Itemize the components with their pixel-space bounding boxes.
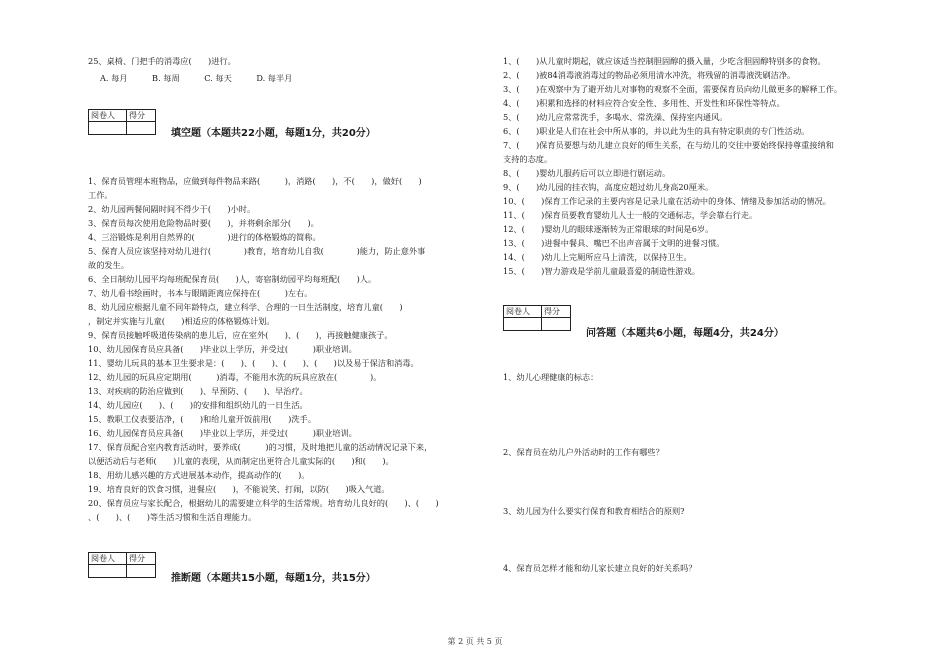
fill-question-line: 20、保育员应与家长配合，根据幼儿的需要建立科学的生活常规。培育幼儿良好的( )、( ) bbox=[88, 498, 439, 508]
fill-question-line: 17、保育员配合室内教育活动时，要养成( )的习惯，及时地把儿童的活动情况记录下来， bbox=[88, 442, 433, 452]
score-cell-grader bbox=[504, 318, 542, 330]
fill-question-line: 18、用幼儿感兴趣的方式进展基本动作，提高动作的( )。 bbox=[88, 470, 310, 480]
question-25-stem: 25、桌椅、门把手的消毒应( )进行。 bbox=[88, 56, 236, 66]
judge-item-line: 2、( )被84消毒液消毒过的物品必须用清水冲洗，将残留的消毒液洗刷洁净。 bbox=[503, 70, 796, 80]
score-header-grader: 阅卷人 bbox=[504, 306, 542, 318]
judge-item-line: 9、( )幼儿园的挂衣钩，高度应超过幼儿身高20厘米。 bbox=[503, 182, 714, 192]
score-cell-score bbox=[542, 318, 570, 330]
fill-question-line: 8、幼儿园应根据儿童不同年龄特点，建立科学、合理的一日生活制度，培育儿童( ) bbox=[88, 302, 403, 312]
judge-item-line: 15、( )智力游戏是学前儿童最喜爱的制造性游戏。 bbox=[503, 266, 700, 276]
judge-item-line: 14、( )幼儿上完厕所应马上清洗，以保持卫生。 bbox=[503, 252, 692, 262]
fill-question-line: 13、对疾病的防治应做到( )、早预防、( )、早治疗。 bbox=[88, 386, 308, 396]
judge-item-line: 10、( )保育工作记录的主要内容是记录儿童在活动中的身体、情绪及参加活动的情况。 bbox=[503, 196, 831, 206]
qa-question: 3、幼儿园为什么要实行保育和教育相结合的原则? bbox=[503, 506, 685, 516]
score-box-qa bbox=[503, 305, 571, 331]
judge-item-line: 6、( )职业是人们在社会中所从事的，并以此为生的具有特定职责的专门性活动。 bbox=[503, 126, 810, 136]
score-cell-score bbox=[127, 565, 155, 577]
judge-section-title: 推断题（本题共15小题，每题1分，共15分） bbox=[171, 573, 376, 584]
fill-question-line: 6、全日制幼儿园平均每班配保育员( )人，寄宿制幼园平均每班配( )人。 bbox=[88, 274, 377, 284]
qa-section-title: 问答题（本题共6小题，每题4分，共24分） bbox=[586, 328, 784, 339]
fill-question-line: 19、培育良好的饮食习惯，进餐应( )，不能说笑、打闹，以防( )吸入气道。 bbox=[88, 484, 390, 494]
judge-item-line: 11、( )保育员要教育婴幼儿人士一般的交通标志，学会靠右行走。 bbox=[503, 210, 758, 220]
judge-item-line: 支持的态度。 bbox=[503, 154, 553, 164]
fill-question-line: ，制定并实施与儿童( )相适应的体格锻炼计划。 bbox=[88, 316, 275, 326]
fill-question-line: 故的发生。 bbox=[88, 260, 129, 270]
judge-item-line: 7、( )保育员要想与幼儿建立良好的师生关系，在与幼儿的交往中要始终保持尊重接纳和 bbox=[503, 140, 834, 150]
fill-question-line: 15、教职工仪表要洁净，( )和给儿童开饭前用( )洗手。 bbox=[88, 414, 316, 424]
judge-item-line: 3、( )在观察中为了避开幼儿对事物的观察不全面，需要保育员向幼儿做更多的解释工作。 bbox=[503, 84, 843, 94]
judge-item-line: 5、( )幼儿应常常洗手，多喝水、常洗澡、保持室内通风。 bbox=[503, 112, 728, 122]
fill-question-line: 1、保育员管理本班物品，应做到每件物品来路( )，消路( )，不( )，做好( ) bbox=[88, 176, 422, 186]
score-header-score: 得分 bbox=[127, 553, 155, 565]
fill-question-line: 9、保育员接触呼吸道传染病的患儿后，应在室外( )、( )，再接触健康孩子。 bbox=[88, 330, 393, 340]
fill-question-line: 2、幼儿园两餐间隔时间不得少于( )小时。 bbox=[88, 204, 256, 214]
score-header-score: 得分 bbox=[127, 110, 155, 122]
score-cell-grader bbox=[89, 565, 127, 577]
score-cell-score bbox=[127, 122, 155, 134]
score-header-grader: 阅卷人 bbox=[89, 110, 127, 122]
fill-question-line: 以便活动后与老师( )儿童的表现，从而制定出更符合儿童实际的( )和( )。 bbox=[88, 456, 394, 466]
fill-section-title: 填空题（本题共22小题，每题1分，共20分） bbox=[171, 128, 376, 139]
fill-question-line: 10、幼儿园保育员应具备( )毕业以上学历，并受过( )职业培训。 bbox=[88, 344, 357, 354]
score-box-judge bbox=[88, 552, 156, 578]
qa-question: 2、保育员在幼儿户外活动时的工作有哪些？ bbox=[503, 447, 664, 457]
page-footer: 第 2 页 共 5 页 bbox=[447, 637, 503, 646]
fill-question-line: 12、幼儿园的玩具应定期用( )消毒，不能用水洗的玩具应放在( )。 bbox=[88, 372, 382, 382]
fill-question-line: 11、婴幼儿玩具的基本卫生要求是：( )、( )、( )、( )以及易于保洁和消毒。 bbox=[88, 358, 419, 368]
judge-item-line: 13、( )进餐中餐具、嘴巴不出声音属于文明的进餐习惯。 bbox=[503, 238, 725, 248]
fill-question-line: 4、三浴锻炼是利用自然界的( )进行的体格锻炼的简称。 bbox=[88, 232, 321, 242]
qa-question: 4、保育员怎样才能和幼儿家长建立良好的好关系吗？ bbox=[503, 563, 697, 573]
question-25-options: A. 每月 B. 每周 C. 每天 D. 每半月 bbox=[100, 73, 293, 83]
fill-question-line: 16、幼儿园保育员应具备( )毕业以上学历，并受过( )职业培训。 bbox=[88, 428, 357, 438]
score-cell-grader bbox=[89, 122, 127, 134]
judge-item-line: 4、( )积累和选择的材料应符合安全性、多用性、开发性和环保性等特点。 bbox=[503, 98, 785, 108]
fill-question-line: 、( )、( )等生活习惯和生活自理能力。 bbox=[88, 512, 257, 522]
fill-question-line: 5、保育人员应该坚持对幼儿进行( )教育，培育幼儿自我( )能力，防止意外事 bbox=[88, 246, 426, 256]
judge-item-line: 12、( )婴幼儿的眼球逐渐转为正常眼球的时间是6岁。 bbox=[503, 224, 714, 234]
score-header-score: 得分 bbox=[542, 306, 570, 318]
judge-item-line: 1、( )从儿童时期起，就应该适当控制胆固醇的摄入量，少吃含胆固醇特别多的食物。 bbox=[503, 56, 826, 66]
score-box-fill bbox=[88, 109, 156, 135]
score-header-grader: 阅卷人 bbox=[89, 553, 127, 565]
fill-question-line: 14、幼儿园应( )、( )的安排和组织幼儿的一日生活。 bbox=[88, 400, 308, 410]
fill-question-line: 工作。 bbox=[88, 190, 113, 200]
judge-item-line: 8、( )婴幼儿服药后可以立即进行剧运动。 bbox=[503, 168, 671, 178]
fill-question-line: 3、保育员每次使用危险物品时要( )，并将剩余部分( )。 bbox=[88, 218, 319, 228]
qa-question: 1、幼儿心理健康的标志： bbox=[503, 372, 599, 382]
fill-question-line: 7、幼儿看书绘画时，书本与眼睛距离应保持在( )左右。 bbox=[88, 288, 313, 298]
